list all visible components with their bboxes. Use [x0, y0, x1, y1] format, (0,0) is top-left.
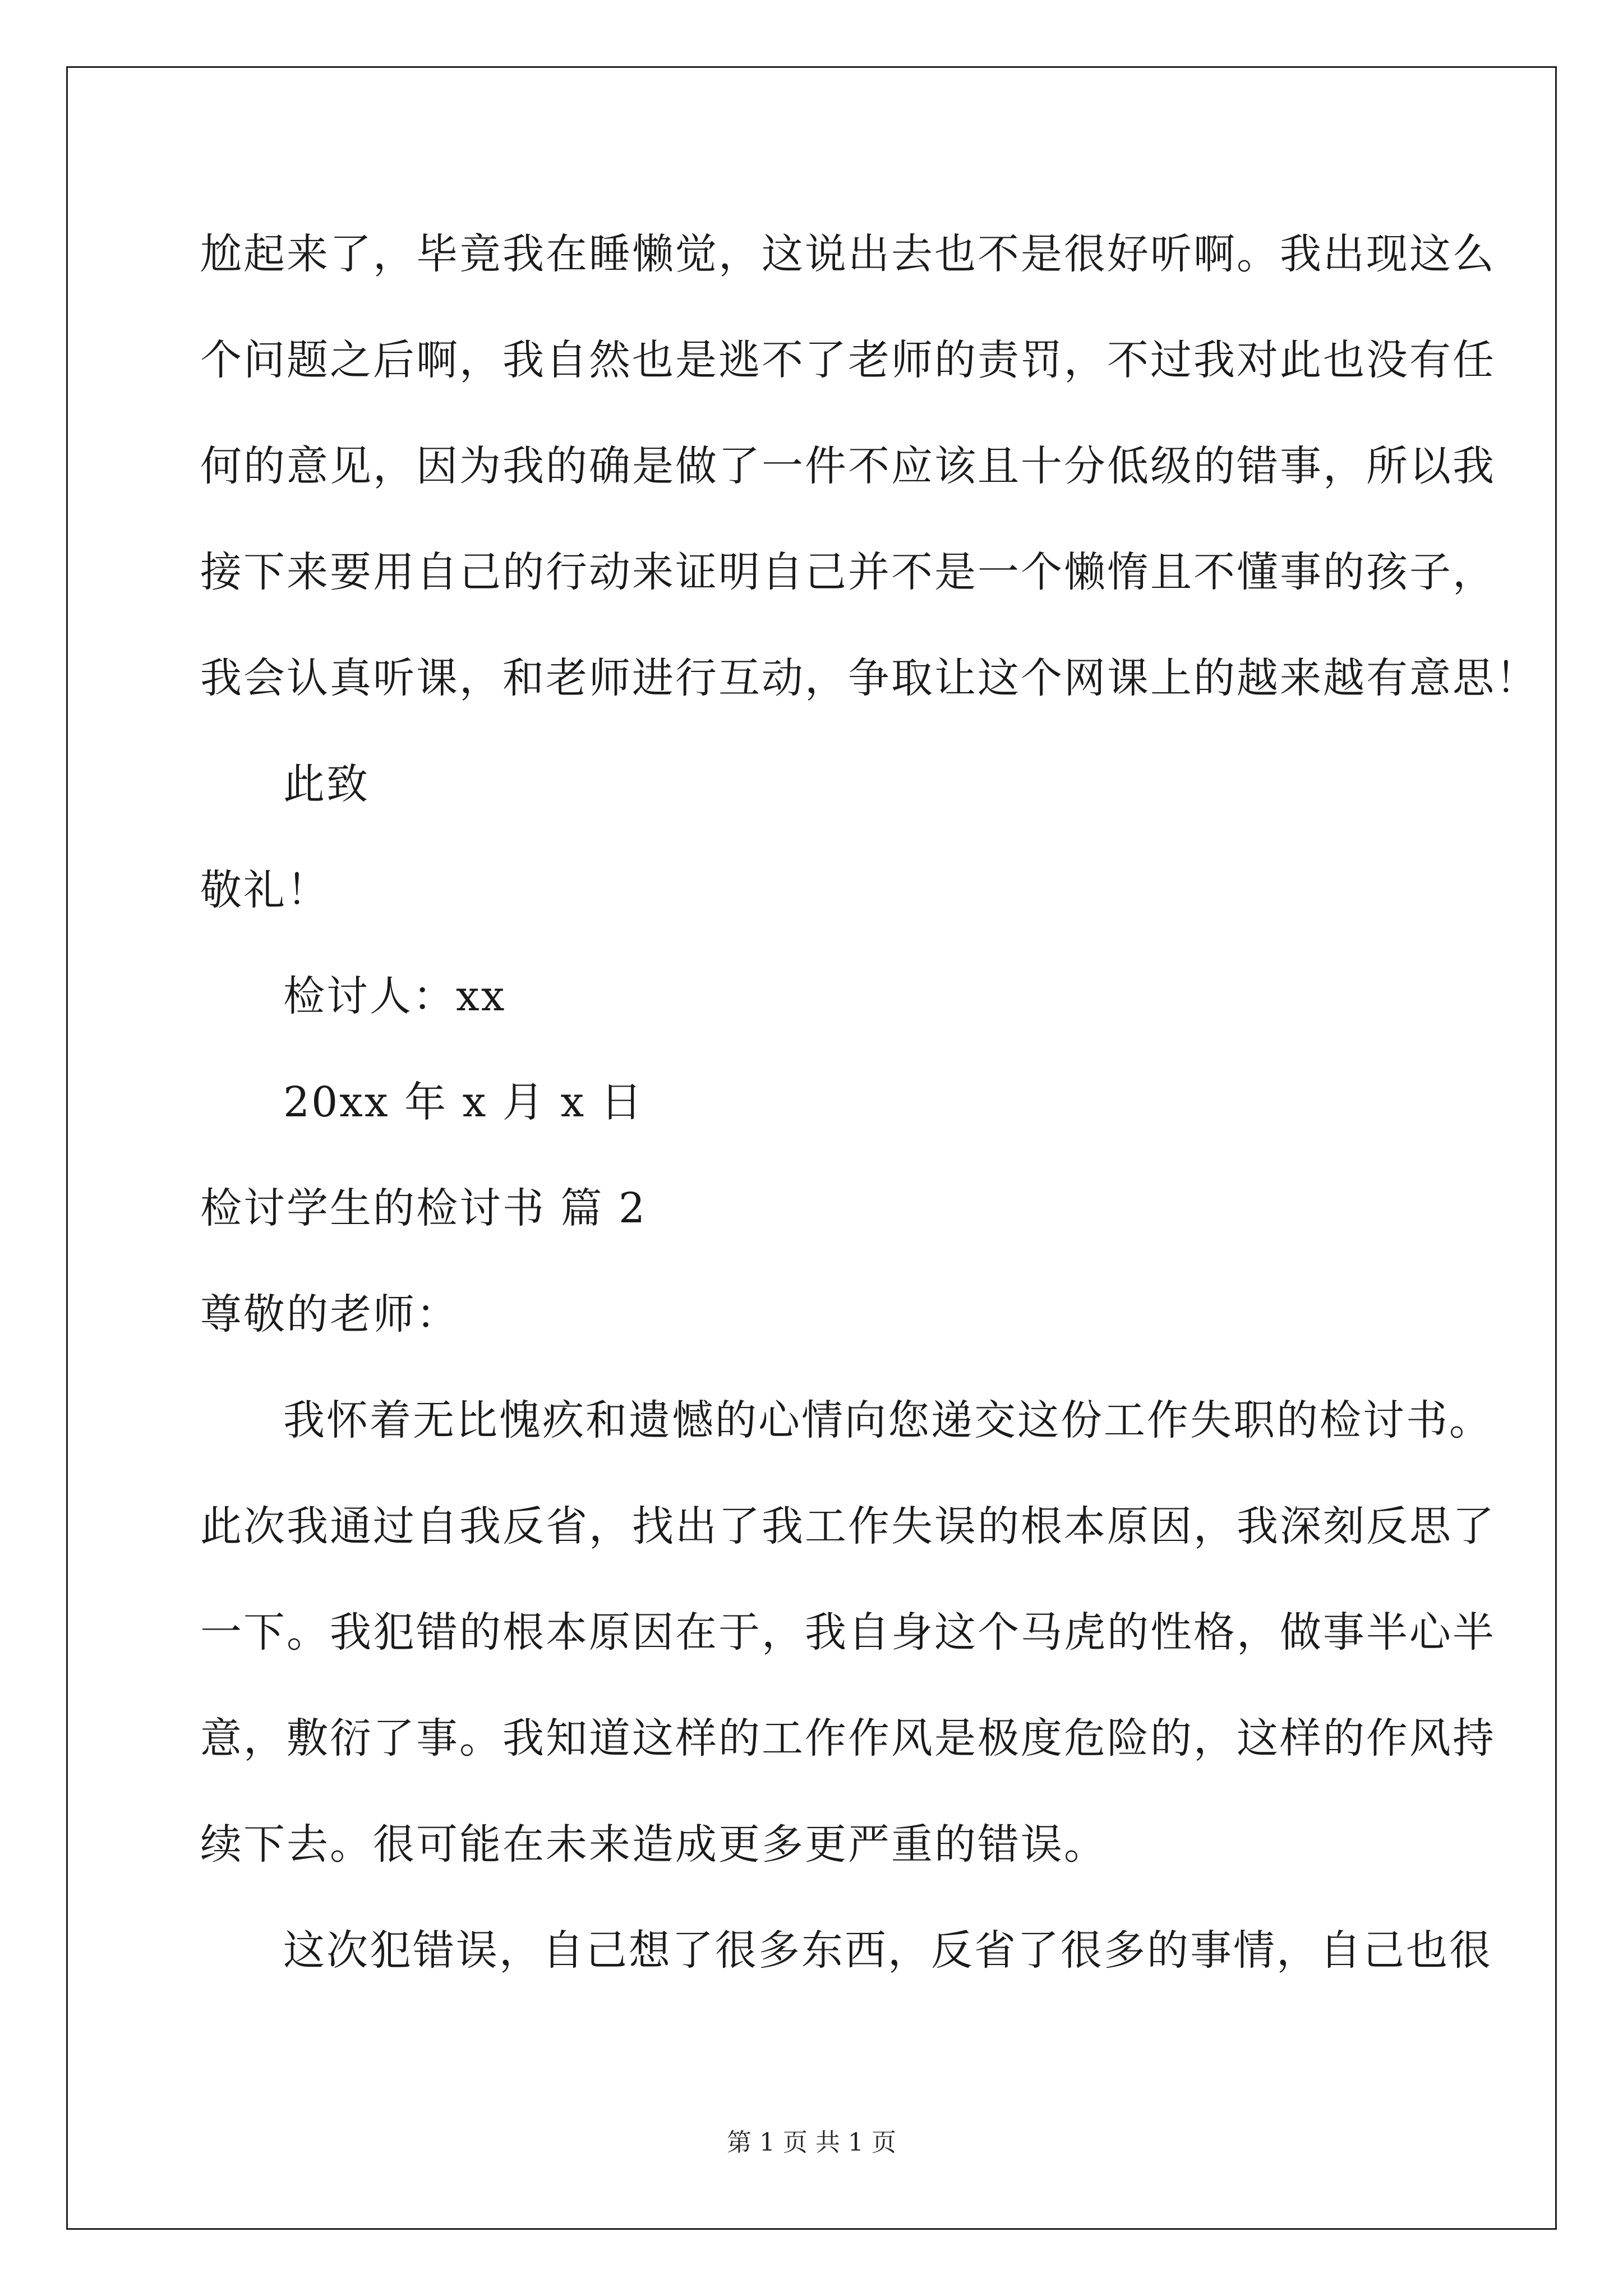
- page-border: [66, 66, 1557, 2230]
- text-line: 此次我通过自我反省，找出了我工作失误的根本原因，我深刻反思了: [200, 1502, 1496, 1550]
- text-line: 一下。我犯错的根本原因在于，我自身这个马虎的性格，做事半心半: [200, 1608, 1496, 1657]
- closing-salutation: 此致: [283, 760, 370, 808]
- text-line: 这次犯错误，自己想了很多东西，反省了很多的事情，自己也很: [283, 1926, 1492, 1975]
- text-line: 接下来要用自己的行动来证明自己并不是一个懒惰且不懂事的孩子，: [200, 548, 1496, 596]
- signature-line: 检讨人：xx: [283, 972, 506, 1020]
- text-line: 我会认真听课，和老师进行互动，争取让这个网课上的越来越有意思！: [200, 654, 1539, 702]
- text-line: 续下去。很可能在未来造成更多更严重的错误。: [200, 1820, 1107, 1869]
- section-heading: 检讨学生的检讨书 篇 2: [200, 1184, 647, 1232]
- text-line: 我怀着无比愧疚和遗憾的心情向您递交这份工作失职的检讨书。: [283, 1396, 1492, 1444]
- text-line: 尬起来了，毕竟我在睡懒觉，这说出去也不是很好听啊。我出现这么: [200, 230, 1496, 278]
- closing-regards: 敬礼！: [200, 866, 330, 914]
- text-line: 意，敷衍了事。我知道这样的工作作风是极度危险的，这样的作风持: [200, 1714, 1496, 1763]
- text-line: 何的意见，因为我的确是做了一件不应该且十分低级的错事，所以我: [200, 442, 1496, 490]
- date-line: 20xx 年 x 月 x 日: [283, 1078, 644, 1126]
- text-line: 个问题之后啊，我自然也是逃不了老师的责罚，不过我对此也没有任: [200, 336, 1496, 384]
- page-footer: 第 1 页 共 1 页: [727, 2128, 896, 2157]
- greeting: 尊敬的老师：: [200, 1290, 459, 1338]
